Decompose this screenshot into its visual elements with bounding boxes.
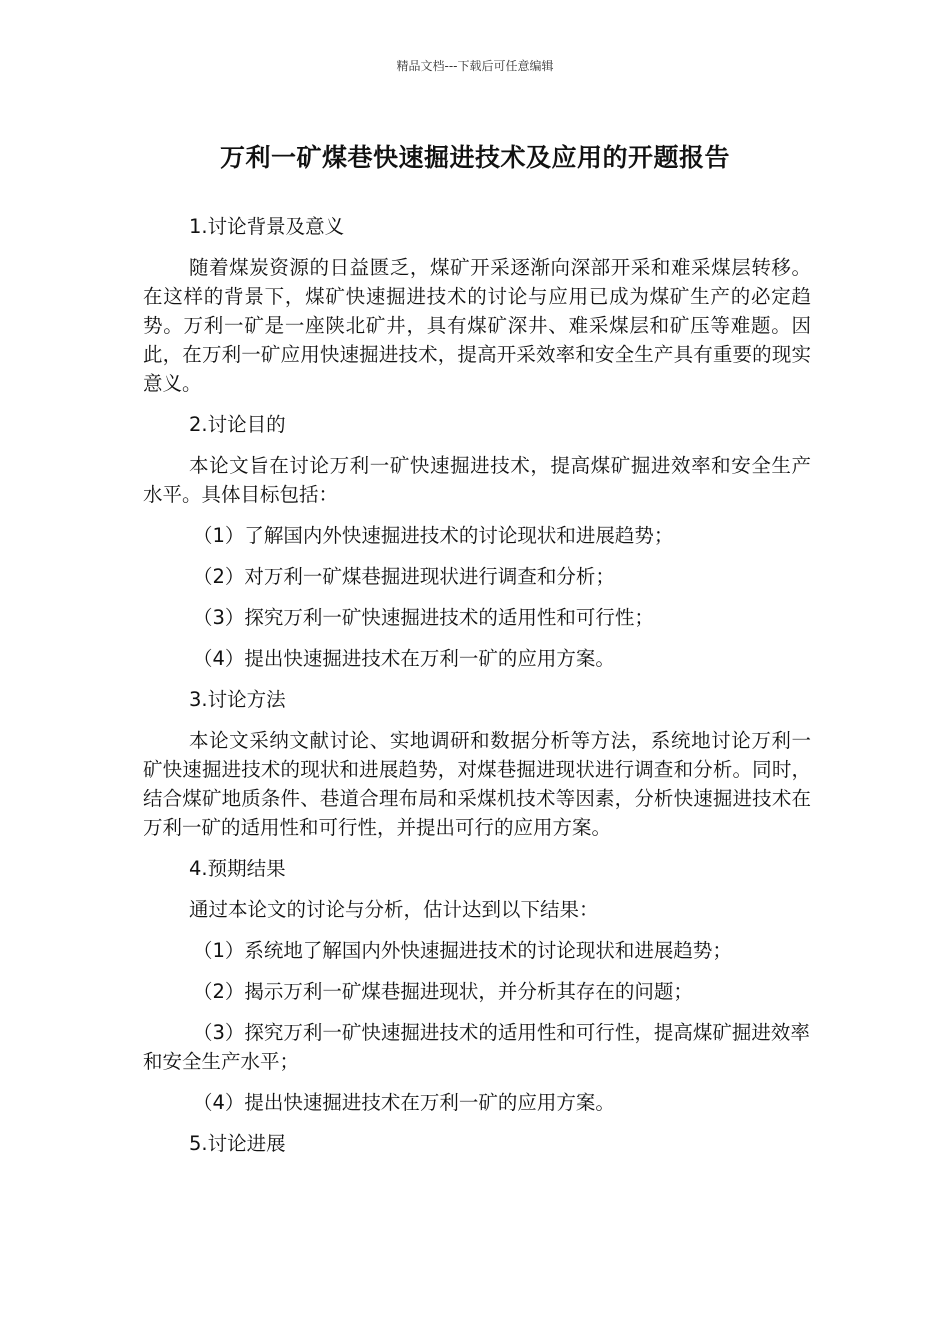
page-header-note: 精品文档---下载后可任意编辑 — [396, 59, 554, 73]
list-item: （4）提出快速掘进技术在万利一矿的应用方案。 — [193, 1091, 615, 1114]
list-item: （1）系统地了解国内外快速掘进技术的讨论现状和进展趋势； — [193, 939, 732, 962]
list-item: （3）探究万利一矿快速掘进技术的适用性和可行性，提高煤矿掘进效率和安全生产水平； — [143, 1021, 810, 1073]
document-body — [143, 212, 811, 1170]
section-heading: 5.讨论进展 — [189, 1132, 286, 1155]
list-item: （2）对万利一矿煤巷掘进现状进行调查和分析； — [193, 565, 615, 588]
section-heading: 2.讨论目的 — [189, 413, 286, 436]
section-paragraph: 随着煤炭资源的日益匮乏，煤矿开采逐渐向深部开采和难采煤层转移。在这样的背景下，煤矿快速掘进技术的讨论与应用已成为煤矿生产的必定趋势。万利一矿是一座陕北矿井，具有煤矿深井、难采煤层和矿压等难题。因此，在万利一矿应用快速掘进技术，提高开采效率和安全生产具有重要的现实意义。 — [143, 256, 811, 395]
section-heading: 4.预期结果 — [189, 857, 286, 880]
section-heading: 3.讨论方法 — [189, 688, 286, 711]
section-paragraph: 本论文旨在讨论万利一矿快速掘进技术，提高煤矿掘进效率和安全生产水平。具体目标包括： — [143, 454, 811, 506]
document-title: 万利一矿煤巷快速掘进技术及应用的开题报告 — [219, 143, 730, 172]
section-heading: 1.讨论背景及意义 — [189, 215, 345, 238]
list-item: （2）揭示万利一矿煤巷掘进现状，并分析其存在的问题； — [193, 980, 693, 1003]
list-item: （4）提出快速掘进技术在万利一矿的应用方案。 — [193, 647, 615, 670]
section-paragraph: 通过本论文的讨论与分析，估计达到以下结果： — [189, 898, 599, 921]
list-item: （1）了解国内外快速掘进技术的讨论现状和进展趋势； — [193, 524, 674, 547]
list-item: （3）探究万利一矿快速掘进技术的适用性和可行性； — [193, 606, 654, 629]
section-paragraph: 本论文采纳文献讨论、实地调研和数据分析等方法，系统地讨论万利一矿快速掘进技术的现状和进展趋势，对煤巷掘进现状进行调查和分析。同时，结合煤矿地质条件、巷道合理布局和采煤机技术等因素，分析快速掘进技术在万利一矿的适用性和可行性，并提出可行的应用方案。 — [143, 729, 811, 839]
